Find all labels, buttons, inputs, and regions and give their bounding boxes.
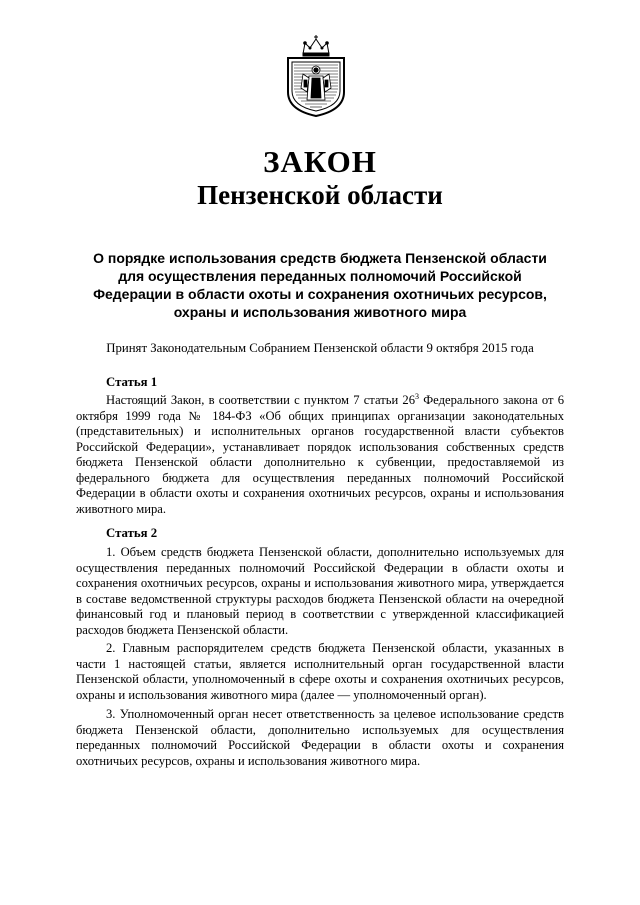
- law-name: О порядке использования средств бюджета Пензенской области для осуществления переданных полномочий Российской Федерации в области охоты и сохранения охотничьих ресурсов, охраны и использования животного мира: [93, 250, 547, 320]
- document-title: ЗАКОН: [263, 144, 377, 179]
- article-2-paragraph-2: 2. Главным распорядителем средств бюджета Пензенской области, указанных в части 1 настоящей статьи, является исполнительный орган государственной власти Пензенской области, уполномоченный в сфере охоты и сохранения охотничьих ресурсов, охраны и использования животного мира (далее — уполномоченный орган).: [76, 641, 564, 702]
- article-1-text-start: Настоящий Закон, в соответствии с пунктом 7 статьи 26: [106, 393, 415, 407]
- article-2-paragraph-3: 3. Уполномоченный орган несет ответственность за целевое использование средств бюджета Пензенской области, дополнительно используемых для осуществления переданных полномочий Российской Федерации в области охоты и сохранения охотничьих ресурсов, охраны и использования животного мира.: [76, 707, 564, 768]
- article-1-text-end: Федерального закона от 6 октября 1999 года № 184-ФЗ «Об общих принципах организации законодательных (представительных) и исполнительных органов государственной власти субъектов Российской Федерации», устанавливает порядок использования собственных средств бюджета Пензенской области дополнительно к субвенции, предоставляемой из федерального бюджета для осуществления переданных полномочий Российской Федерации в области охоты и сохранения охотничьих ресурсов, охраны и использования животного мира.: [76, 393, 564, 516]
- superscript-3: 3: [415, 392, 419, 401]
- article-2-paragraph-1: 1. Объем средств бюджета Пензенской области, дополнительно используемых для осуществления переданных полномочий Российской Федерации в области охоты и сохранения охотничьих ресурсов, охраны и использования животного мира, утверждается в составе ведомственной структуры расходов бюджета Пензенской области на очередной финансовый год и плановый период в соответствии с утвержденной классификацией расходов бюджета Пензенской области.: [76, 545, 564, 637]
- coat-of-arms-icon: [283, 34, 349, 118]
- article-1-heading: Статья 1: [106, 375, 158, 389]
- document-region: Пензенской области: [197, 180, 443, 210]
- adoption-line: Принят Законодательным Собранием Пензенской области 9 октября 2015 года: [106, 341, 534, 355]
- article-1-text: [76, 393, 564, 517]
- article-2-heading: Статья 2: [106, 526, 158, 540]
